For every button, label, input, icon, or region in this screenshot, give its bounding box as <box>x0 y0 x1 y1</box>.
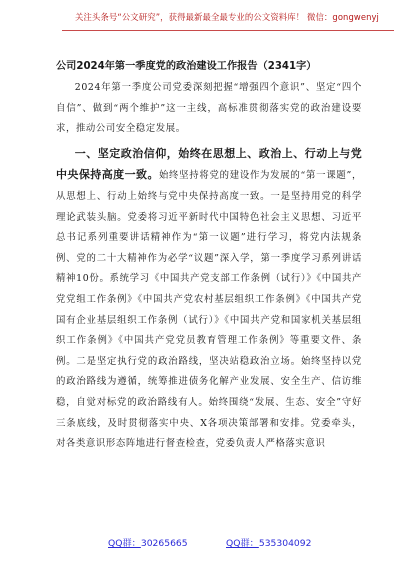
qq-label-1: QQ群： <box>108 538 141 549</box>
page-header <box>0 0 408 40</box>
qq-number-2: 535304092 <box>258 538 312 549</box>
page-footer <box>0 532 408 552</box>
header-promo-text: 关注头条号“公文研究”，获得最新最全最专业的公文资料库！ 微信：gongwenyj <box>75 12 379 22</box>
footer-qq-group-2 <box>226 535 311 549</box>
qq-number-1: 30265665 <box>140 538 188 549</box>
document-title: 公司2024年第一季度党的政治建设工作报告（2341字） <box>56 61 317 72</box>
footer-qq-group-1 <box>108 535 188 549</box>
section-1-heading: 一、坚定政治信仰，始终在思想上、政治上、行动上与党中央保持高度一致。 <box>56 146 362 182</box>
document-body <box>56 78 362 455</box>
section-1-body: 始终坚持将党的建设作为发展的“第一课题”，从思想上、行动上始终与党中央保持高度一致。一是坚持用党的科学理论武装头脑。党委将习近平新时代中国特色社会主义思想、习近平总书记系列重要讲话精神作为“第一议题”进行学习，将党内法规条例、党的二十大精神作为必学“议题”深入学，第一季度学习系列讲话精神10份。系统学习《中国共产党支部工作条例（试行）》《中国共产党党组工作条例》《中国共产党农村基层组织工作条例》《中国共产党国有企业基层组织工作条例（试行）》《中国共产党和国家机关基层组织工作条例》《中国共产党党员教育管理工作条例》等重要文件、条例。二是坚定执行党的政治路线，坚决站稳政治立场。始终坚持以党的政治路线为遵循，统筹推进债务化解产业发展、安全生产、信访维稳，自觉对标党的政治路线有人。始终围绕“发展、生态、安全”守好三条底线，及时贯彻落实中央、X各项决策部署和安排。党委牵头，对各类意识形态阵地进行督查检查，党委负责人严格落实意识 <box>56 170 362 450</box>
section-1-paragraph <box>56 144 362 455</box>
intro-paragraph: 2024年第一季度公司党委深刻把握“增强四个意识”、坚定“四个自信”、做到“两个维护”这一主线，高标准贯彻落实党的政治建设要求，推动公司安全稳定发展。 <box>56 82 362 135</box>
qq-label-2: QQ群： <box>226 538 259 549</box>
header-divider <box>62 30 394 31</box>
